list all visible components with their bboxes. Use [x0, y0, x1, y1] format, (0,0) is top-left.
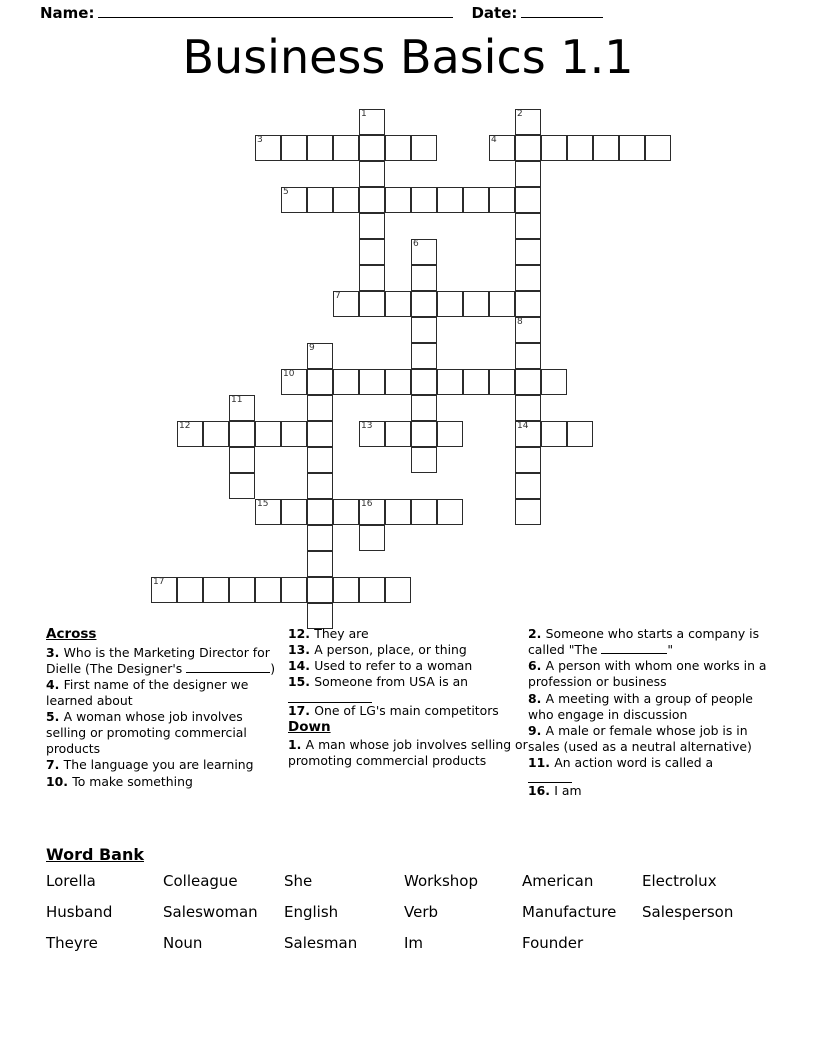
down-heading: Down — [288, 718, 331, 735]
grid-cell[interactable] — [359, 239, 385, 265]
clue-number: 15. — [288, 674, 315, 690]
clue-text-tail: " — [667, 642, 674, 658]
grid-cell[interactable] — [489, 369, 515, 395]
clue-number: 5. — [46, 709, 64, 725]
grid-cell[interactable] — [385, 369, 411, 395]
grid-cell[interactable] — [385, 135, 411, 161]
clue-number: 16. — [528, 783, 555, 799]
grid-cell-start-12[interactable] — [177, 421, 203, 447]
grid-cell[interactable] — [515, 239, 541, 265]
word-bank — [46, 845, 776, 965]
clue-number: 6. — [528, 658, 546, 674]
word-bank-spacer — [642, 934, 772, 952]
grid-cell[interactable] — [411, 187, 437, 213]
grid-cell-number: 7 — [335, 291, 341, 301]
clue-text: The language you are learning — [63, 757, 254, 773]
clue-text: A male or female whose job is in sales (used as a neutral alternative) — [528, 722, 752, 754]
grid-cell[interactable] — [203, 421, 229, 447]
grid-cell[interactable] — [307, 135, 333, 161]
grid-cell[interactable] — [229, 473, 255, 499]
word-bank-word[interactable]: Founder — [522, 934, 584, 952]
grid-cell-number: 14 — [517, 421, 529, 431]
clue-list-3 — [528, 626, 776, 799]
word-bank-word[interactable]: Salesperson — [642, 903, 734, 921]
crossword-grid[interactable] — [151, 109, 691, 629]
grid-cell-start-7[interactable] — [333, 291, 359, 317]
clue-text: Who is the Marketing Director for Dielle (The Designer's — [46, 644, 270, 676]
clue-number: 11. — [528, 755, 555, 770]
grid-cell[interactable] — [515, 291, 541, 317]
clue-text: A meeting with a group of people who engage in discussion — [528, 690, 753, 722]
clue-item-2 — [528, 626, 776, 658]
word-bank-word[interactable]: Verb — [404, 903, 439, 921]
word-bank-word[interactable]: Husband — [46, 903, 113, 921]
grid-cell[interactable] — [385, 187, 411, 213]
clues-column-1 — [46, 626, 286, 790]
clue-text: An action word is called a — [554, 755, 714, 770]
clues-column-3 — [528, 626, 776, 799]
grid-cell[interactable] — [411, 499, 437, 525]
clue-item-16 — [528, 783, 776, 799]
grid-cell[interactable] — [515, 265, 541, 291]
grid-cell-number: 2 — [517, 109, 523, 119]
clue-number: 4. — [46, 676, 64, 692]
word-bank-word[interactable]: Manufacture — [522, 903, 617, 921]
clue-list-2 — [288, 626, 528, 769]
grid-cell[interactable] — [567, 421, 593, 447]
grid-cell[interactable] — [411, 317, 437, 343]
clue-text: I am — [554, 783, 582, 799]
grid-cell[interactable] — [385, 421, 411, 447]
across-heading: Across — [46, 626, 97, 642]
grid-cell-number: 5 — [283, 187, 289, 197]
grid-cell-number: 4 — [491, 135, 497, 145]
clues-section — [46, 626, 776, 836]
grid-cell[interactable] — [411, 369, 437, 395]
grid-cell[interactable] — [515, 447, 541, 473]
grid-cell[interactable] — [385, 291, 411, 317]
grid-cell[interactable] — [333, 499, 359, 525]
clue-number: 13. — [288, 642, 315, 658]
clue-text: Someone who starts a company is called "The — [528, 626, 760, 658]
grid-cell[interactable] — [307, 421, 333, 447]
grid-cell[interactable] — [177, 577, 203, 603]
clue-item-1 — [288, 737, 528, 769]
grid-cell[interactable] — [307, 395, 333, 421]
grid-cell[interactable] — [437, 187, 463, 213]
grid-cell-start-11[interactable] — [229, 395, 255, 421]
grid-cell-number: 10 — [283, 369, 295, 379]
clues-column-2 — [288, 626, 528, 769]
grid-cell[interactable] — [593, 135, 619, 161]
grid-cell-start-17[interactable] — [151, 577, 177, 603]
grid-cell[interactable] — [515, 161, 541, 187]
grid-cell-number: 8 — [517, 317, 523, 327]
name-write-line[interactable] — [98, 17, 453, 18]
grid-cell[interactable] — [307, 551, 333, 577]
grid-cell-start-1[interactable] — [359, 109, 385, 135]
grid-cell[interactable] — [307, 577, 333, 603]
grid-cell[interactable] — [333, 577, 359, 603]
grid-cell[interactable] — [437, 369, 463, 395]
grid-cell[interactable] — [385, 499, 411, 525]
clue-number: 8. — [528, 690, 546, 706]
grid-cell[interactable] — [411, 447, 437, 473]
grid-cell[interactable] — [515, 135, 541, 161]
clue-number: 3. — [46, 644, 64, 660]
grid-cell[interactable] — [307, 187, 333, 213]
grid-cell-number: 12 — [179, 421, 191, 431]
clue-item-5 — [46, 709, 286, 757]
clue-item-10 — [46, 774, 286, 790]
clue-number: 9. — [528, 722, 546, 738]
grid-cell-number: 6 — [413, 239, 419, 249]
grid-cell[interactable] — [437, 499, 463, 525]
clue-item-7 — [46, 757, 286, 773]
grid-cell[interactable] — [203, 577, 229, 603]
grid-cell[interactable] — [411, 421, 437, 447]
clue-text: Used to refer to a woman — [314, 658, 473, 674]
clue-number: 1. — [288, 737, 306, 753]
grid-cell[interactable] — [489, 291, 515, 317]
grid-cell-start-4[interactable] — [489, 135, 515, 161]
clue-answer-blank[interactable] — [601, 653, 667, 654]
date-label: Date: — [471, 4, 518, 22]
clue-text: First name of the designer we learned about — [46, 676, 249, 708]
grid-cell-start-15[interactable] — [255, 499, 281, 525]
grid-cell[interactable] — [281, 135, 307, 161]
word-bank-row — [46, 903, 776, 921]
grid-cell[interactable] — [437, 421, 463, 447]
grid-cell[interactable] — [255, 421, 281, 447]
word-bank-word[interactable]: Theyre — [46, 934, 98, 952]
clue-number: 14. — [288, 658, 315, 674]
grid-cell[interactable] — [411, 395, 437, 421]
page-title: Business Basics 1.1 — [182, 30, 634, 84]
grid-cell[interactable] — [359, 291, 385, 317]
grid-cell[interactable] — [463, 369, 489, 395]
grid-cell[interactable] — [359, 161, 385, 187]
word-bank-row — [46, 934, 776, 952]
grid-cell[interactable] — [229, 447, 255, 473]
grid-cell-start-13[interactable] — [359, 421, 385, 447]
grid-cell-start-14[interactable] — [515, 421, 541, 447]
grid-cell[interactable] — [359, 577, 385, 603]
clue-text: To make something — [72, 773, 193, 789]
grid-cell[interactable] — [411, 291, 437, 317]
clue-text: They are — [314, 626, 369, 641]
grid-cell-number: 11 — [231, 395, 243, 405]
clue-item-13 — [288, 642, 528, 658]
grid-cell-number: 15 — [257, 499, 269, 509]
grid-cell-start-16[interactable] — [359, 499, 385, 525]
clue-item-4 — [46, 677, 286, 709]
grid-cell[interactable] — [515, 369, 541, 395]
grid-cell[interactable] — [567, 135, 593, 161]
word-bank-word[interactable]: Noun — [163, 934, 203, 952]
grid-cell[interactable] — [333, 369, 359, 395]
grid-cell-number: 9 — [309, 343, 315, 353]
grid-cell-start-6[interactable] — [411, 239, 437, 265]
grid-cell[interactable] — [489, 187, 515, 213]
clue-answer-blank[interactable] — [288, 691, 372, 703]
clue-text: Someone from USA is an — [314, 674, 469, 690]
word-bank-word[interactable]: English — [284, 903, 339, 921]
grid-cell[interactable] — [307, 447, 333, 473]
clue-item-9 — [528, 723, 776, 755]
word-bank-heading: Word Bank — [46, 845, 145, 864]
word-bank-word[interactable]: American — [522, 872, 594, 890]
grid-cell-start-5[interactable] — [281, 187, 307, 213]
clue-number: 12. — [288, 626, 315, 641]
grid-cell-number: 1 — [361, 109, 367, 119]
grid-cell[interactable] — [359, 525, 385, 551]
grid-cell[interactable] — [515, 473, 541, 499]
clue-answer-blank[interactable] — [528, 771, 572, 783]
grid-cell-number: 3 — [257, 135, 263, 145]
word-bank-word[interactable]: Lorella — [46, 872, 96, 890]
grid-cell[interactable] — [359, 187, 385, 213]
grid-cell[interactable] — [255, 577, 281, 603]
grid-cell[interactable] — [515, 395, 541, 421]
clue-list-1 — [46, 645, 286, 790]
grid-cell[interactable] — [437, 291, 463, 317]
grid-cell[interactable] — [541, 421, 567, 447]
grid-cell[interactable] — [281, 499, 307, 525]
grid-cell[interactable] — [619, 135, 645, 161]
grid-cell-start-8[interactable] — [515, 317, 541, 343]
grid-cell[interactable] — [515, 213, 541, 239]
clue-text: A man whose job involves selling or promoting commercial products — [288, 737, 528, 769]
clue-number: 10. — [46, 773, 73, 789]
grid-cell[interactable] — [333, 135, 359, 161]
word-bank-row — [46, 872, 776, 890]
grid-cell-start-2[interactable] — [515, 109, 541, 135]
clue-text: A person with whom one works in a profession or business — [528, 658, 767, 690]
grid-cell[interactable] — [359, 265, 385, 291]
clue-text: A woman whose job involves selling or promoting commercial products — [46, 709, 247, 757]
grid-cell[interactable] — [229, 421, 255, 447]
word-bank-word[interactable]: Saleswoman — [163, 903, 258, 921]
grid-cell[interactable] — [359, 369, 385, 395]
grid-cell[interactable] — [515, 343, 541, 369]
clue-text: One of LG's main competitors — [314, 702, 499, 718]
clue-item-3 — [46, 645, 286, 677]
grid-cell[interactable] — [281, 577, 307, 603]
grid-cell[interactable] — [307, 473, 333, 499]
grid-cell[interactable] — [385, 577, 411, 603]
word-bank-word[interactable]: Salesman — [284, 934, 358, 952]
grid-cell[interactable] — [359, 213, 385, 239]
grid-cell[interactable] — [307, 369, 333, 395]
clue-item-11 — [528, 755, 776, 783]
grid-cell[interactable] — [307, 525, 333, 551]
grid-cell-number: 17 — [153, 577, 165, 587]
clue-item-17 — [288, 703, 528, 719]
grid-cell[interactable] — [229, 577, 255, 603]
clue-text-tail: ) — [270, 660, 276, 676]
grid-cell-start-10[interactable] — [281, 369, 307, 395]
grid-cell[interactable] — [515, 499, 541, 525]
clue-item-12 — [288, 626, 528, 642]
grid-cell[interactable] — [411, 135, 437, 161]
grid-cell[interactable] — [515, 187, 541, 213]
clue-item-14 — [288, 658, 528, 674]
grid-cell[interactable] — [307, 499, 333, 525]
grid-cell[interactable] — [463, 187, 489, 213]
grid-cell[interactable] — [359, 135, 385, 161]
word-bank-word[interactable]: Colleague — [163, 872, 238, 890]
grid-cell[interactable] — [541, 135, 567, 161]
grid-cell[interactable] — [333, 187, 359, 213]
name-label: Name: — [40, 4, 95, 22]
word-bank-rows — [46, 872, 776, 952]
word-bank-word[interactable]: Workshop — [404, 872, 479, 890]
clue-answer-blank[interactable] — [186, 672, 270, 673]
clue-item-15 — [288, 674, 528, 702]
grid-cell[interactable] — [645, 135, 671, 161]
grid-cell-start-9[interactable] — [307, 343, 333, 369]
grid-cell[interactable] — [463, 291, 489, 317]
grid-cell[interactable] — [281, 421, 307, 447]
clue-text: A person, place, or thing — [314, 642, 467, 658]
clue-item-8 — [528, 691, 776, 723]
grid-cell-number: 13 — [361, 421, 373, 431]
grid-cell[interactable] — [411, 343, 437, 369]
clue-number: 7. — [46, 757, 64, 773]
grid-cell[interactable] — [541, 369, 567, 395]
word-bank-word[interactable]: She — [284, 872, 313, 890]
grid-cell-start-3[interactable] — [255, 135, 281, 161]
clue-item-6 — [528, 658, 776, 690]
clue-number: 2. — [528, 626, 546, 641]
word-bank-word[interactable]: Electrolux — [642, 872, 717, 890]
date-write-line[interactable] — [521, 17, 603, 18]
grid-cell-number: 16 — [361, 499, 373, 509]
word-bank-word[interactable]: Im — [404, 934, 424, 952]
grid-cell[interactable] — [411, 265, 437, 291]
clue-number: 17. — [288, 702, 315, 718]
name-date-bar — [0, 0, 816, 26]
